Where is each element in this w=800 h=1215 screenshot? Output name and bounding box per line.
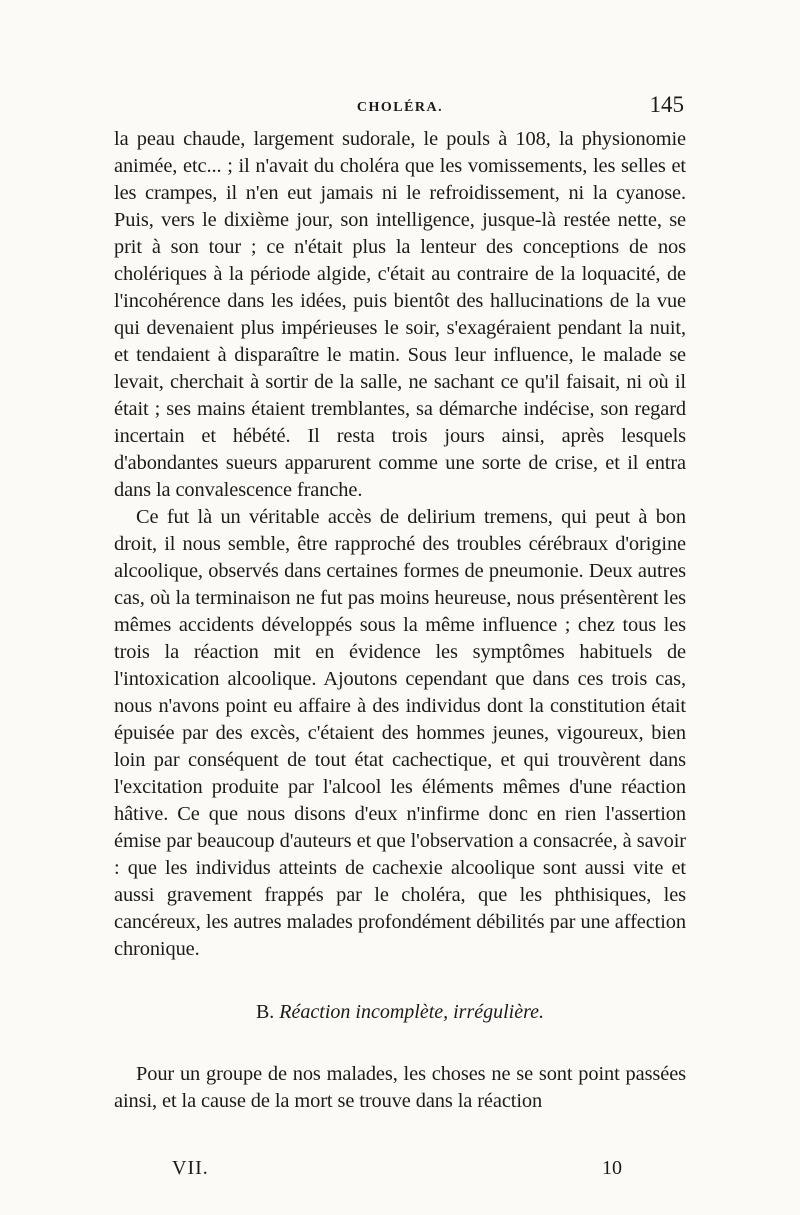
sheet-number: 10 <box>602 1157 622 1179</box>
book-page <box>114 92 686 1115</box>
section-heading <box>114 999 686 1025</box>
paragraph-new-section: Pour un groupe de nos malades, les choses ne se sont point passées ainsi, et la cause de la mort se trouve dans la réaction <box>114 1063 686 1112</box>
page-footer <box>172 1157 630 1185</box>
running-title: CHOLÉRA. <box>356 100 444 115</box>
section-title: Réaction incomplète, irrégulière. <box>279 1001 545 1023</box>
paragraph-delirium-tremens: Ce fut là un véritable accès de delirium tremens, qui peut à bon droit, il nous semble, être rapproché des troubles cérébraux d'origine alcoolique, observés dans certaines formes de pneumonie. Deux autres cas, où la terminaison ne fut pas moins heureuse, nous présentèrent les mêmes accidents développés sous la même influence ; chez tous les trois la réaction mit en évidence les symptômes habituels de l'intoxication alcoolique. Ajoutons cependant que dans ces trois cas, nous n'avons point eu affaire à des individus dont la constitution était épuisée par des excès, c'étaient des hommes jeunes, vigoureux, bien loin par conséquent de tout état cachectique, et qui trouvèrent dans l'excitation produite par l'alcool les éléments mêmes d'une réaction hâtive. Ce que nous disons d'eux n'infirme donc en rien l'assertion émise par beaucoup d'auteurs et que l'observation a consacrée, à savoir : que les individus atteints de cachexie alcoolique sont aussi vite et aussi gravement frappés par le choléra, que les phthisiques, les cancéreux, les autres malades profondément débilités par une affection chronique. <box>114 506 686 960</box>
running-head <box>114 92 686 126</box>
page-number: 145 <box>649 92 684 117</box>
paragraph-continued: la peau chaude, largement sudorale, le pouls à 108, la physionomie animée, etc... ; il n'avait du choléra que les vomissements, les selles et les crampes, il n'en eut jamais ni le refroidissement, ni la cyanose. Puis, vers le dixième jour, son intelligence, jusque-là restée nette, se prit à son tour ; ce n'était plus la lenteur des conceptions de nos cholériques à la période algide, c'était au contraire de la loquacité, de l'incohérence dans les idées, puis bientôt des hallucinations de la vue qui devenaient plus impérieuses le soir, s'exagéraient pendant la nuit, et tendaient à disparaître le matin. Sous leur influence, le malade se levait, cherchait à sortir de la salle, ne sachant ce qu'il faisait, ni où il était ; ses mains étaient tremblantes, sa démarche indécise, son regard incertain et hébété. Il resta trois jours ainsi, après lesquels d'abondantes sueurs apparurent comme une sorte de crise, et il entra dans la convalescence franche. <box>114 128 686 501</box>
signature-mark: VII. <box>172 1157 209 1179</box>
section-label: B. <box>255 1001 275 1023</box>
